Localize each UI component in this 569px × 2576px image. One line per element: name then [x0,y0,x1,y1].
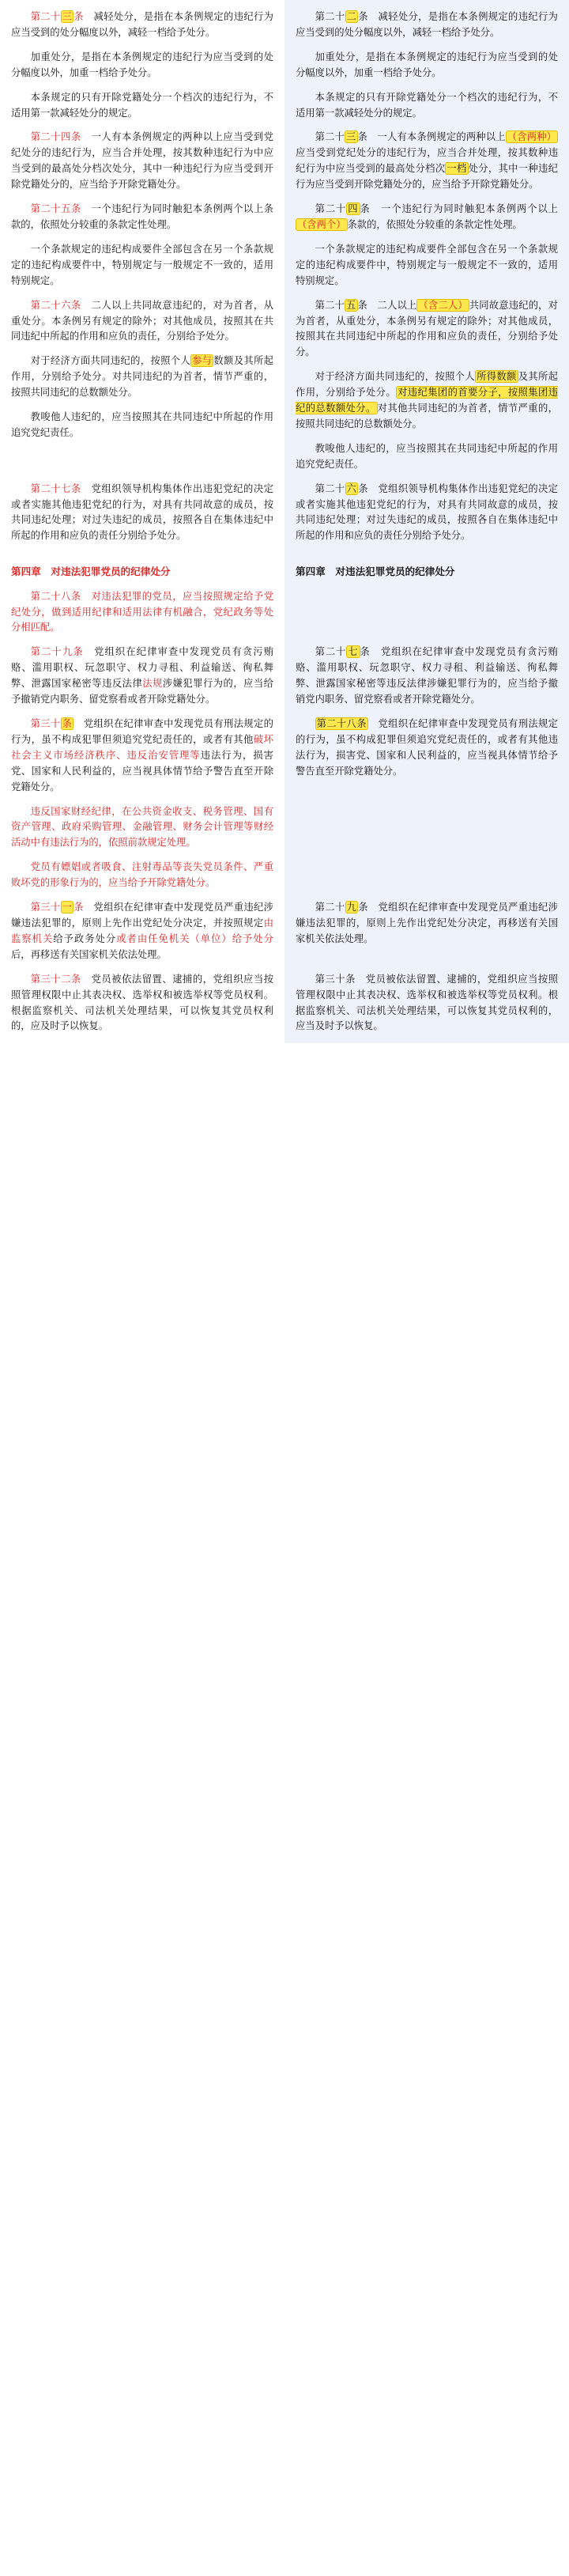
chapter-title-right: 第四章 对违法犯罪党员的纪律处分 [296,566,455,578]
paragraph: 第三十 一 条 党组织在纪律审查中发现党员严重违纪涉嫌违法犯罪的，原则上先作出党纪处分决定，并按照规定由监察机关给予政务处分或者由任免机关（单位）给予处分后，再移送有关国家机关依法处理。 [11,902,273,960]
paragraph: 第二十 四 条 一个违纪行为同时触犯本条例两个以上（含两个） 条款的，依照处分较重的条款定性处理。 [297,203,558,230]
left-column-cell [0,589,284,645]
paragraph: 第二十六条 二人以上共同故意违纪的，对为首者，从重处分。本条例另有规定的除外；对其他成员，按照其在共同违纪中所起的作用和应负的责任，分别给予处分。 [11,299,273,342]
comparison-row [0,202,569,298]
paragraph: 对于经济方面共同违纪的，按照个人 参与 数额及其所起作用，分别给予处分。对共同违纪的为首者，情节严重的，按照共同违纪的总数额处分。 [11,355,273,399]
right-column-cell [284,972,569,1044]
paragraph: 本条规定的只有开除党籍处分一个档次的违纪行为，不适用第一款减轻处分的规定。 [296,91,558,119]
paragraph: 第三十 条 党组织在纪律审查中发现党员有刑法规定的行为，虽不构成犯罪但须追究党纪责任的，或者有其他破坏社会主义市场经济秩序、违反治安管理等违法行为，损害党、国家和人民利益的，应当视具体情节给予警告直至开除党籍处分。 [11,718,273,792]
paragraph: 第二十七条 党组织领导机构集体作出违犯党纪的决定或者实施其他违犯党纪的行为，对具有共同故意的成员，按共同违纪处理；对过失违纪的成员，按照各自在集体违纪中所起的作用和应负的责任分别给予处分。 [11,482,273,542]
right-column-cell [284,900,569,972]
paragraph: 教唆他人违纪的，应当按照其在共同违纪中所起的作用追究党纪责任。 [296,442,558,470]
left-column-cell [0,645,284,717]
right-column-cell [284,482,569,554]
paragraph: 第三十二条 党员被依法留置、逮捕的，党组织应当按照管理权限中止其表决权、选举权和被选举权等党员权利。根据监察机关、司法机关处理结果，可以恢复其党员权利的，应及时予以恢复。 [11,973,273,1032]
comparison-row [0,717,569,900]
comparison-row [0,130,569,202]
right-column-cell [284,202,569,298]
right-column-cell [284,645,569,717]
right-column-cell [284,130,569,202]
left-column-cell [0,972,284,1044]
comparison-row [0,645,569,717]
comparison-row [0,298,569,482]
paragraph: 一个条款规定的违纪构成要件全部包含在另一个条款规定的违纪构成要件中，特别规定与一般规定不一致的，适用特别规定。 [296,243,558,286]
chapter-heading-row [0,553,569,588]
paragraph: 加重处分，是指在本条例规定的违纪行为应当受到的处分幅度以外，加重一档给予处分。 [11,51,273,78]
chapter-title-left: 第四章 对违法犯罪党员的纪律处分 [11,566,171,578]
comparison-row [0,589,569,645]
paragraph: 本条规定的只有开除党籍处分一个档次的违纪行为，不适用第一款减轻处分的规定。 [11,91,273,119]
left-column-cell [0,0,284,130]
left-column-cell [0,298,284,482]
paragraph: 教唆他人违纪的，应当按照其在共同违纪中所起的作用追究党纪责任。 [11,411,273,438]
right-column-cell [284,717,569,900]
paragraph: 第二十八条 党组织在纪律审查中发现党员有刑法规定的行为，虽不构成犯罪但须追究党纪责任的，或者有其他违法行为，损害党、国家和人民利益的，应当视具体情节给予警告直至开除党籍处分。 [296,718,558,777]
paragraph: 一个条款规定的违纪构成要件全部包含在另一个条款规定的违纪构成要件中，特别规定与一般规定不一致的，适用特别规定。 [11,243,273,286]
paragraph: 第二十八条 对违法犯罪的党员，应当按照规定给予党纪处分，做到适用纪律和适用法律有机融合，党纪政务等处分相匹配。 [11,590,273,634]
right-column-cell [284,589,569,645]
document-body [0,0,569,1043]
paragraph: 第二十 三 条 减轻处分，是指在本条例规定的违纪行为应当受到的处分幅度以外，减轻一档给予处分。 [11,11,273,38]
paragraph: 第二十五条 一个违纪行为同时触犯本条例两个以上条款的，依照处分较重的条款定性处理。 [11,203,273,230]
paragraph: 第二十 三 条 一人有本条例规定的两种以上 （含两种）应当受到党纪处分的违纪行为，应当合并处理，按其数种违纪行为中应当受到的最高处分档次 一档 处分，其中一种违纪行为应当受到开除党籍处分的，应当给予开除党籍处分。 [296,131,558,191]
comparison-row [0,0,569,130]
left-column-cell [0,553,284,588]
comparison-row [0,900,569,972]
paragraph: 对于经济方面共同违纪的，按照个人 所得数额 及其所起作用，分别给予处分。 对违纪集团的首要分子，按照集团违纪的总数额处分。 对其他共同违纪的为首者，情节严重的，按照共同违纪的总数额处分。 [296,371,558,429]
right-column-cell [284,298,569,482]
comparison-row [0,482,569,554]
paragraph: 第二十 五 条 二人以上 （含二人） 共同故意违纪的，对为首者，从重处分，本条例另有规定的除外；对其他成员，按照其在共同违纪中所起的作用和应负的责任，分别给予处分。 [296,299,558,358]
paragraph: 加重处分，是指在本条例规定的违纪行为应当受到的处分幅度以外，加重一档给予处分。 [296,51,558,78]
paragraph: 第二十 六 条 党组织领导机构集体作出违犯党纪的决定或者实施其他违犯党纪的行为，对具有共同故意的成员，按共同违纪处理；对过失违纪的成员，按照各自在集体违纪中所起的作用和应负的责任分别给予处分。 [296,482,558,542]
paragraph: 第二十四条 一人有本条例规定的两种以上应当受到党纪处分的违纪行为，应当合并处理，按其数种违纪行为中应当受到的最高处分档次处分，其中一种违纪行为应当受到开除党籍处分的，应当给予开除党籍处分。 [11,131,273,191]
left-column-cell [0,130,284,202]
right-column-cell [284,0,569,130]
left-column-cell [0,717,284,900]
paragraph: 第二十九条 党组织在纪律审查中发现党员有贪污贿赂、滥用职权、玩忽职守、权力寻租、利益输送、徇私舞弊、泄露国家秘密等违反法律法规涉嫌犯罪行为的，应当给予撤销党内职务、留党察看或者开除党籍处分。 [11,646,273,705]
left-column-cell [0,482,284,554]
paragraph: 第二十 二 条 减轻处分，是指在本条例规定的违纪行为应当受到的处分幅度以外，减轻一档给予处分。 [296,11,558,38]
paragraph: 第三十条 党员被依法留置、逮捕的，党组织应当按照管理权限中止其表决权、选举权和被选举权等党员权利。根据监察机关、司法机关处理结果，可以恢复其党员权利的，应当及时予以恢复。 [296,973,558,1032]
paragraph: 违反国家财经纪律，在公共资金收支、税务管理、国有资产管理、政府采购管理、金融管理、财务会计管理等财经活动中有违法行为的，依照前款规定处理。 [11,805,273,849]
empty-block [296,589,558,596]
right-column-cell [284,553,569,588]
paragraph: 第二十 九 条 党组织在纪律审查中发现党员严重违纪涉嫌违法犯罪的，原则上先作出党纪处分决定，再移送有关国家机关依法处理。 [296,902,558,944]
left-column-cell [0,202,284,298]
left-column-cell [0,900,284,972]
paragraph: 党员有嫖娼或者吸食、注射毒品等丧失党员条件、严重败坏党的形象行为的，应当给予开除党籍处分。 [11,861,273,889]
paragraph: 第二十 七 条 党组织在纪律审查中发现党员有贪污贿赂、滥用职权、玩忽职守、权力寻租、利益输送、徇私舞弊、泄露国家秘密等违反法律涉嫌犯罪行为的，应当给予撤销党内职务、留党察看或者开除党籍处分。 [296,646,558,705]
comparison-row [0,972,569,1044]
